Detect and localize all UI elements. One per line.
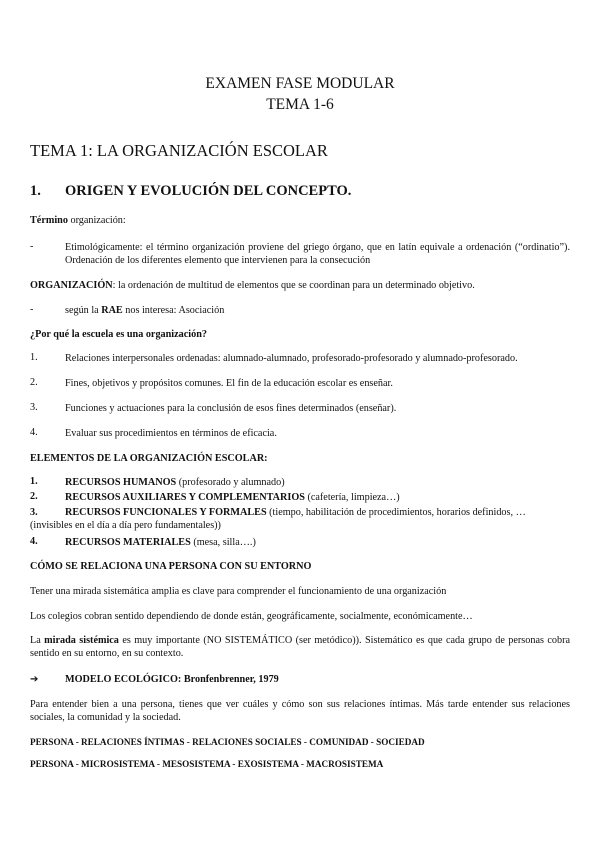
termino-text: organización: xyxy=(67,215,126,226)
porque-item-num: 2. xyxy=(30,377,38,388)
elementos-item-num: 1. xyxy=(30,476,38,487)
rae-bullet: - xyxy=(30,304,34,315)
porque-question: ¿Por qué la escuela es una organización? xyxy=(30,329,207,340)
elementos-item-label: RECURSOS AUXILIARES Y COMPLEMENTARIOS xyxy=(65,492,305,503)
porque-item-text: Funciones y actuaciones para la conclusión de esos fines determinados (enseñar). xyxy=(65,403,397,414)
porque-item-num: 4. xyxy=(30,427,38,438)
porque-item-num: 1. xyxy=(30,352,38,363)
porque-item-num: 3. xyxy=(30,402,38,413)
document-subtitle: TEMA 1-6 xyxy=(266,96,334,113)
document-title: EXAMEN FASE MODULAR xyxy=(205,75,395,92)
elementos-item xyxy=(65,476,285,489)
elementos-item xyxy=(65,536,256,549)
modelo-line-sistemas: PERSONA - MICROSISTEMA - MESOSISTEMA - EXOSISTEMA - MACROSISTEMA xyxy=(30,759,384,769)
arrow-icon: ➔ xyxy=(30,674,39,685)
rae-suffix: nos interesa: Asociación xyxy=(122,305,225,316)
organizacion-text: : la ordenación de multitud de elementos que se coordinan para un determinado objetivo. xyxy=(112,280,475,291)
elementos-item xyxy=(65,491,400,504)
elementos-item xyxy=(30,506,570,532)
mirada-paragraph xyxy=(30,634,570,660)
rae-line xyxy=(65,304,224,317)
organizacion-line xyxy=(30,279,475,292)
section-title: ORIGEN Y EVOLUCIÓN DEL CONCEPTO. xyxy=(65,183,352,199)
rae-prefix: según la xyxy=(65,305,102,316)
elementos-item-text: (tiempo, habilitación de procedimientos, horarios definidos, … (invisibles en el día a día pero fundamentales)) xyxy=(30,507,526,531)
entorno-heading: CÓMO SE RELACIONA UNA PERSONA CON SU ENTORNO xyxy=(30,561,312,572)
elementos-item-num: 2. xyxy=(30,491,38,502)
modelo-title: MODELO ECOLÓGICO: Bronfenbrenner, 1979 xyxy=(65,674,279,685)
elementos-heading: ELEMENTOS DE LA ORGANIZACIÓN ESCOLAR: xyxy=(30,453,268,464)
mirada-prefix: La xyxy=(30,635,45,646)
etimologico-bullet: - xyxy=(30,241,34,252)
elementos-item-num: 3. xyxy=(30,507,38,518)
entorno-paragraph: Tener una mirada sistemática amplia es clave para comprender el funcionamiento de una organización xyxy=(30,586,447,597)
mirada-text: es muy importante (NO SISTEMÁTICO (ser metódico)). Sistemático es que cada grupo de personas cobra sentido en su entorno, en su contexto. xyxy=(30,635,570,659)
termino-label: Término xyxy=(30,215,68,226)
modelo-line-relaciones: PERSONA - RELACIONES ÍNTIMAS - RELACIONES SOCIALES - COMUNIDAD - SOCIEDAD xyxy=(30,737,425,747)
etimologico-text: Etimológicamente: el término organización proviene del griego órgano, que en latín equivale a ordenación (“ordinatio”). Ordenación de los diferentes elemento que intervienen para la consecución xyxy=(65,242,570,266)
elementos-item-num: 4. xyxy=(30,536,38,547)
elementos-item-label: RECURSOS MATERIALES xyxy=(65,537,191,548)
tema-title: TEMA 1: LA ORGANIZACIÓN ESCOLAR xyxy=(30,141,328,160)
porque-item-text: Evaluar sus procedimientos en términos de eficacia. xyxy=(65,428,277,439)
section-number: 1. xyxy=(30,183,41,199)
entorno-paragraph: Los colegios cobran sentido dependiendo de donde están, geográficamente, socialmente, económicamente… xyxy=(30,611,473,622)
modelo-paragraph: Para entender bien a una persona, tienes que ver cuáles y cómo son sus relaciones íntimas. Más tarde entender sus relaciones sociales, la comunidad y la sociedad. xyxy=(30,699,570,723)
porque-item-text: Relaciones interpersonales ordenadas: alumnado-alumnado, profesorado-profesorado y alumnado-profesorado. xyxy=(65,353,518,364)
mirada-bold: mirada sistémica xyxy=(44,635,119,646)
elementos-item-label: RECURSOS HUMANOS xyxy=(65,477,177,488)
porque-item-text: Fines, objetivos y propósitos comunes. El fin de la educación escolar es enseñar. xyxy=(65,378,393,389)
elementos-item-label: RECURSOS FUNCIONALES Y FORMALES xyxy=(65,507,267,518)
elementos-item-text: (cafetería, limpieza…) xyxy=(304,492,400,503)
rae-label: RAE xyxy=(101,305,123,316)
elementos-item-text: (profesorado y alumnado) xyxy=(176,477,285,488)
termino-line xyxy=(30,214,126,227)
elementos-item-text: (mesa, silla….) xyxy=(190,537,256,548)
organizacion-label: ORGANIZACIÓN xyxy=(30,280,113,291)
